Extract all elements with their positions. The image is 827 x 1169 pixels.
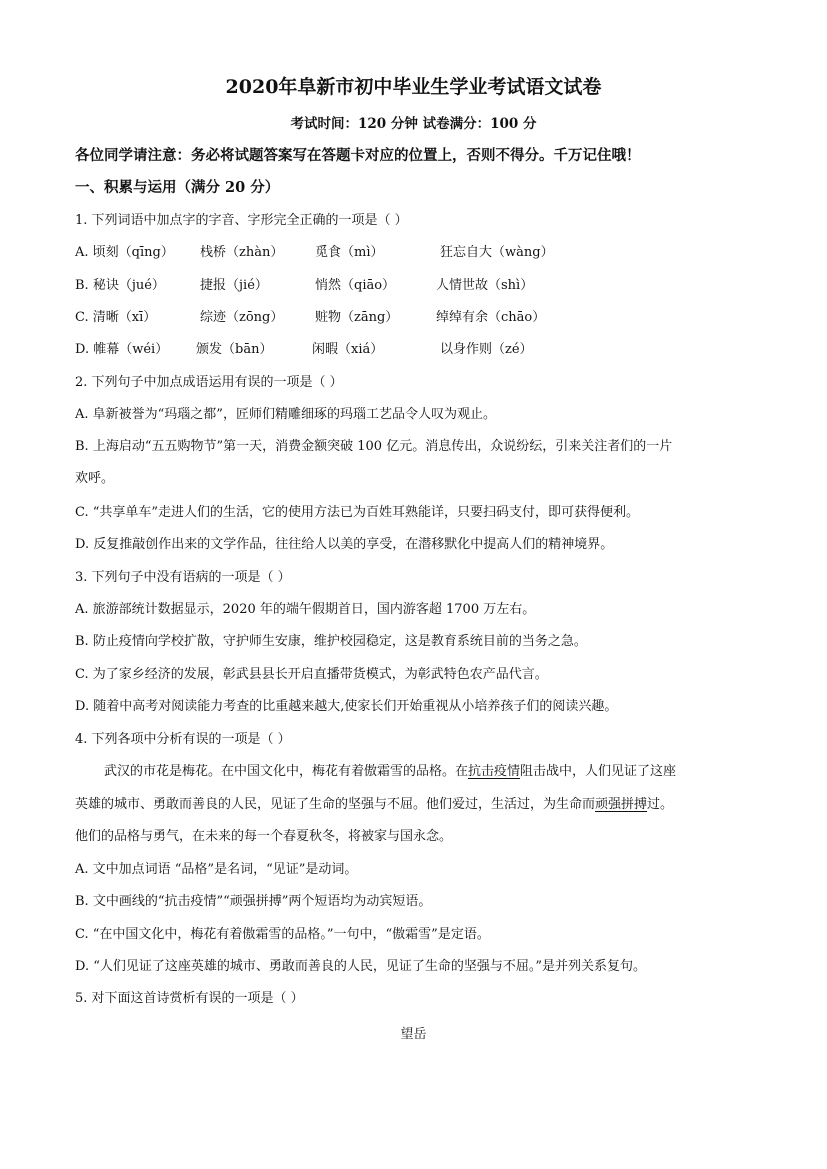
q4-option-b: B. 文中画线的“抗击疫情”“顽强拼搏”两个短语均为动宾短语。	[75, 894, 432, 909]
q4-option-a: A. 文中加点词语 “品格”是名词，“见证”是动词。	[75, 862, 358, 877]
q1-option-d-col4: 以身作则（zé）	[440, 342, 533, 357]
question-2-stem: 2. 下列句子中加点成语运用有误的一项是（ ）	[75, 375, 343, 390]
passage-text: 过。	[647, 797, 674, 812]
passage-text: 阻击战中，人们见证了这座	[520, 764, 677, 779]
q3-option-b: B. 防止疫情向学校扩散，守护师生安康，维护校园稳定，这是教育系统目前的当务之急。	[75, 634, 587, 649]
q2-option-b-line1: B. 上海启动“五五购物节”第一天，消费金额突破 100 亿元。消息传出，众说纷纭，引来关注者们的一片	[75, 439, 673, 454]
q2-option-a: A. 阜新被誉为“玛瑙之都”，匠师们精雕细琢的玛瑙工艺品令人叹为观止。	[75, 407, 496, 422]
question-4-stem: 4. 下列各项中分析有误的一项是（ ）	[75, 732, 291, 747]
q2-option-d: D. 反复推敲创作出来的文学作品，往往给人以美的享受，在潜移默化中提高人们的精神境界。	[75, 537, 614, 552]
passage-text: 武汉的市花是梅花。在中国文化中，梅花有着傲霜雪的品格。在	[104, 764, 469, 779]
q2-option-b-line2: 欢呼。	[75, 471, 115, 486]
q1-option-b-col2: 捷报（jié）	[200, 278, 268, 293]
q1-option-d-col3: 闲暇（xiá）	[312, 342, 384, 357]
q4-option-d: D. “人们见证了这座英雄的城市、勇敢而善良的人民，见证了生命的坚强与不屈。”是并列关系复句。	[75, 959, 647, 974]
q1-option-c-col1: C. 清晰（xī）	[75, 310, 157, 325]
exam-info: 考试时间：120 分钟 试卷满分：100 分	[290, 116, 537, 132]
q1-option-b-col3: 悄然（qiāo）	[315, 278, 396, 293]
passage-line-2	[75, 796, 673, 814]
q1-option-d-col1: D. 帷幕（wéi）	[75, 342, 169, 357]
q1-option-a-col3: 觅食（mì）	[315, 245, 384, 260]
poem-title: 望岳	[400, 1027, 427, 1042]
q3-option-c: C. 为了家乡经济的发展，彰武县县长开启直播带货模式，为彰武特色农产品代言。	[75, 667, 548, 682]
q4-option-c: C. “在中国文化中，梅花有着傲霜雪的品格。”一句中，“傲霜雪”是定语。	[75, 927, 490, 942]
question-1-stem: 1. 下列词语中加点字的字音、字形完全正确的一项是（ ）	[75, 213, 408, 228]
q2-option-c: C. “共享单车”走进人们的生活，它的使用方法已为百姓耳熟能详，只要扫码支付，即可获得便利。	[75, 505, 640, 520]
q1-option-c-col4: 绰绰有余（chāo）	[436, 310, 546, 325]
q3-option-a: A. 旅游部统计数据显示，2020 年的端午假期首日，国内游客超 1700 万左右。	[75, 602, 536, 617]
q1-option-b-col1: B. 秘诀（jué）	[75, 278, 165, 293]
q1-option-b-col4: 人情世故（shì）	[436, 278, 534, 293]
notice: 各位同学请注意：务必将试题答案写在答题卡对应的位置上，否则不得分。千万记住哦！	[75, 147, 641, 164]
section-heading: 一、积累与运用（满分 20 分）	[75, 179, 280, 196]
q1-option-c-col3: 赃物（zāng）	[315, 310, 399, 325]
q1-option-d-col2: 颁发（bān）	[196, 342, 273, 357]
q3-option-d: D. 随着中高考对阅读能力考查的比重越来越大,使家长们开始重视从小培养孩子们的阅读兴趣。	[75, 699, 618, 714]
underlined-phrase: 抗击疫情	[468, 764, 521, 779]
passage-line-3: 他们的品格与勇气，在未来的每一个春夏秋冬，将被家与国永念。	[75, 829, 453, 844]
question-5-stem: 5. 对下面这首诗赏析有误的一项是（ ）	[75, 991, 304, 1006]
q1-option-a-col1: A. 顷刻（qīng）	[75, 245, 174, 260]
passage-line-1	[104, 763, 676, 781]
passage-text: 英雄的城市、勇敢而善良的人民，见证了生命的坚强与不屈。他们爱过，生活过，为生命而	[75, 797, 596, 812]
q1-option-a-col2: 栈桥（zhàn）	[200, 245, 284, 260]
q1-option-a-col4: 狂忘自大（wàng）	[440, 245, 554, 260]
page-title: 2020年阜新市初中毕业生学业考试语文试卷	[225, 76, 602, 98]
q1-option-c-col2: 综迹（zōng）	[200, 310, 284, 325]
question-3-stem: 3. 下列句子中没有语病的一项是（ ）	[75, 570, 291, 585]
underlined-phrase: 顽强拼搏	[595, 797, 648, 812]
